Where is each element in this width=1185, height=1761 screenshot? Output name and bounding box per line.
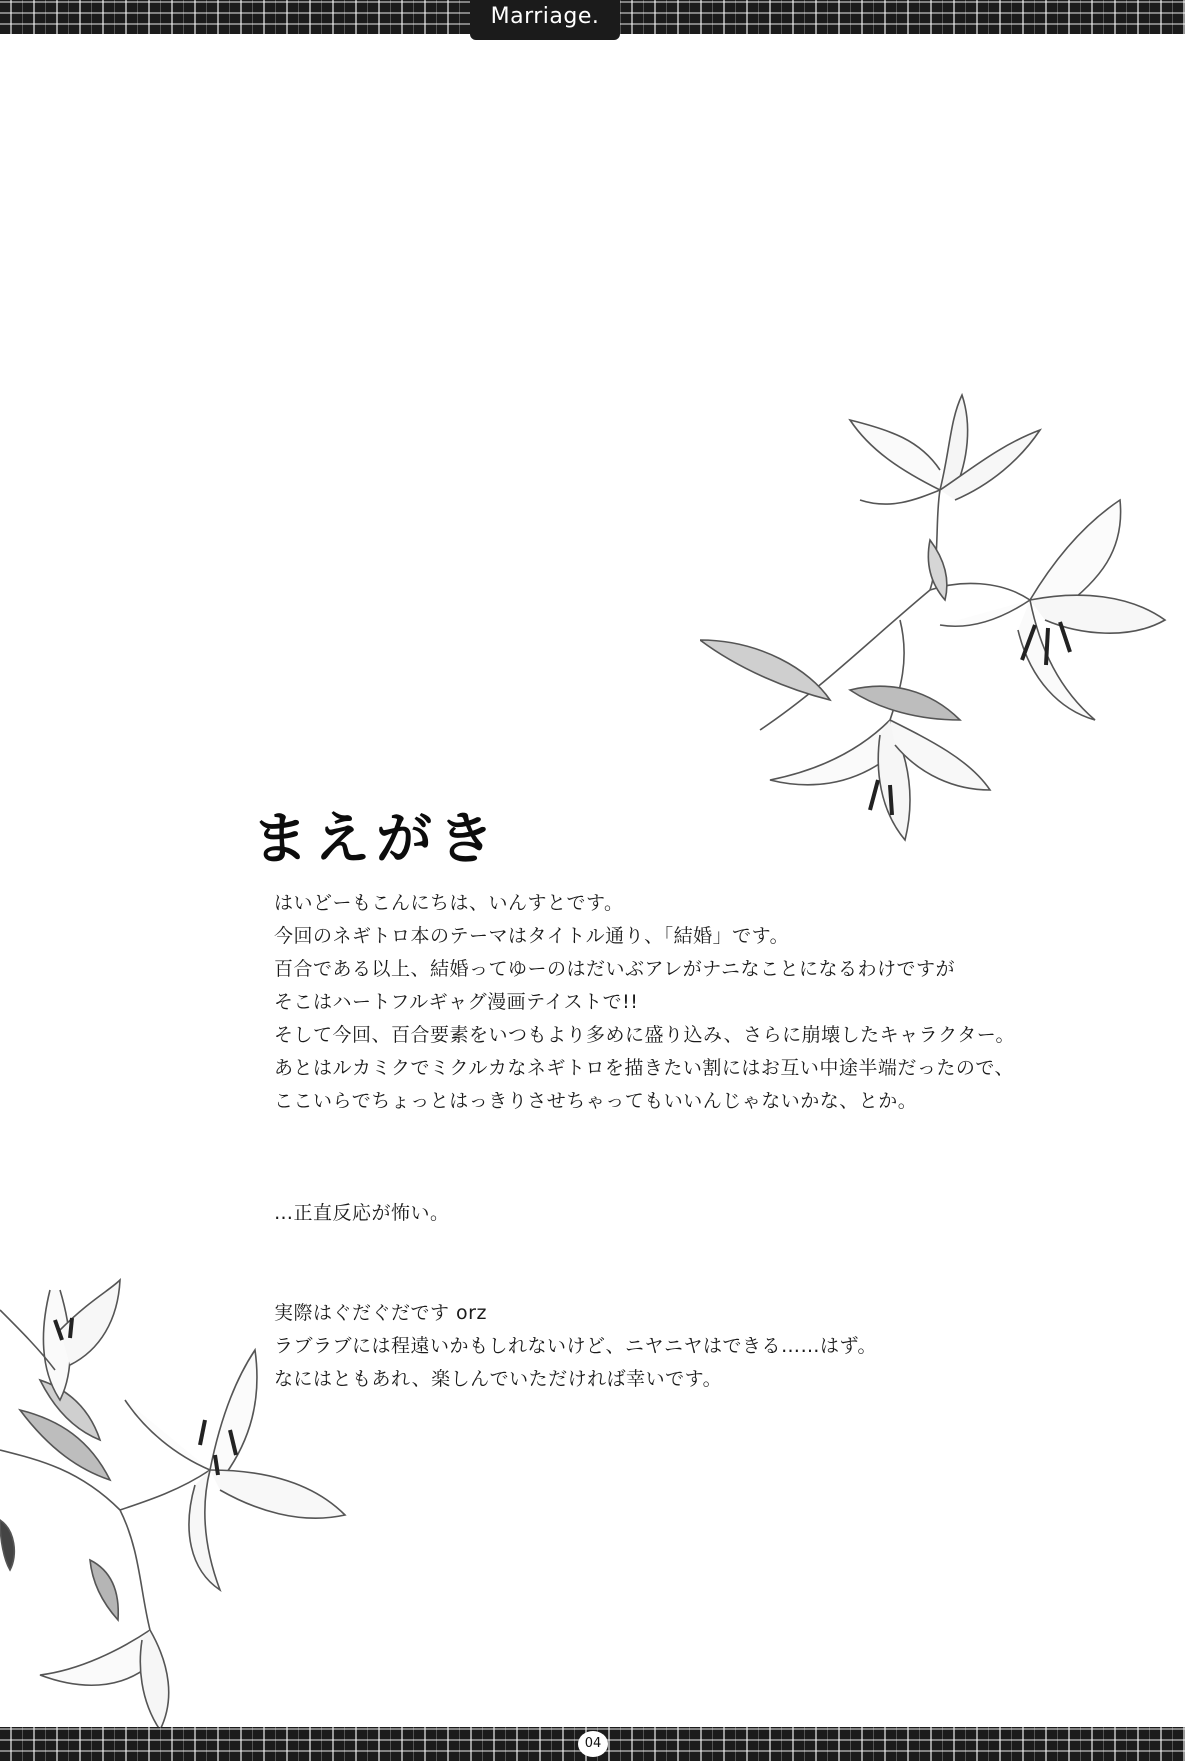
preface-aside: …正直反応が怖い。 xyxy=(274,1202,450,1224)
preface-line: あとはルカミクでミクルカなネギトロを描きたい割にはお互い中途半端だったので、 xyxy=(274,1057,1015,1079)
preface-line: 今回のネギトロ本のテーマはタイトル通り、「結婚」です。 xyxy=(274,925,790,947)
preface-line: 実際はぐだぐだです orz xyxy=(274,1302,487,1324)
preface-line: そして今回、百合要素をいつもより多めに盛り込み、さらに崩壊したキャラクター。 xyxy=(274,1024,1016,1046)
preface-line: なにはともあれ、楽しんでいただければ幸いです。 xyxy=(274,1368,723,1390)
preface-line: 百合である以上、結婚ってゆーのはだいぶアレがナニなことになるわけですが xyxy=(274,958,955,980)
preface-line: ラブラブには程遠いかもしれないけど、ニヤニヤはできる……はず。 xyxy=(274,1335,877,1357)
lily-illustration-top-right xyxy=(700,390,1170,880)
preface-line: そこはハートフルギャグ漫画テイストで!! xyxy=(274,991,639,1013)
preface-heading: まえがき xyxy=(252,807,500,872)
header-title: Marriage. xyxy=(490,4,600,29)
page-number: 04 xyxy=(578,1731,608,1757)
preface-line: はいどーもこんにちは、いんすとです。 xyxy=(274,892,624,914)
preface-line: ここいらでちょっとはっきりさせちゃってもいいんじゃないかな、とか。 xyxy=(274,1090,918,1112)
